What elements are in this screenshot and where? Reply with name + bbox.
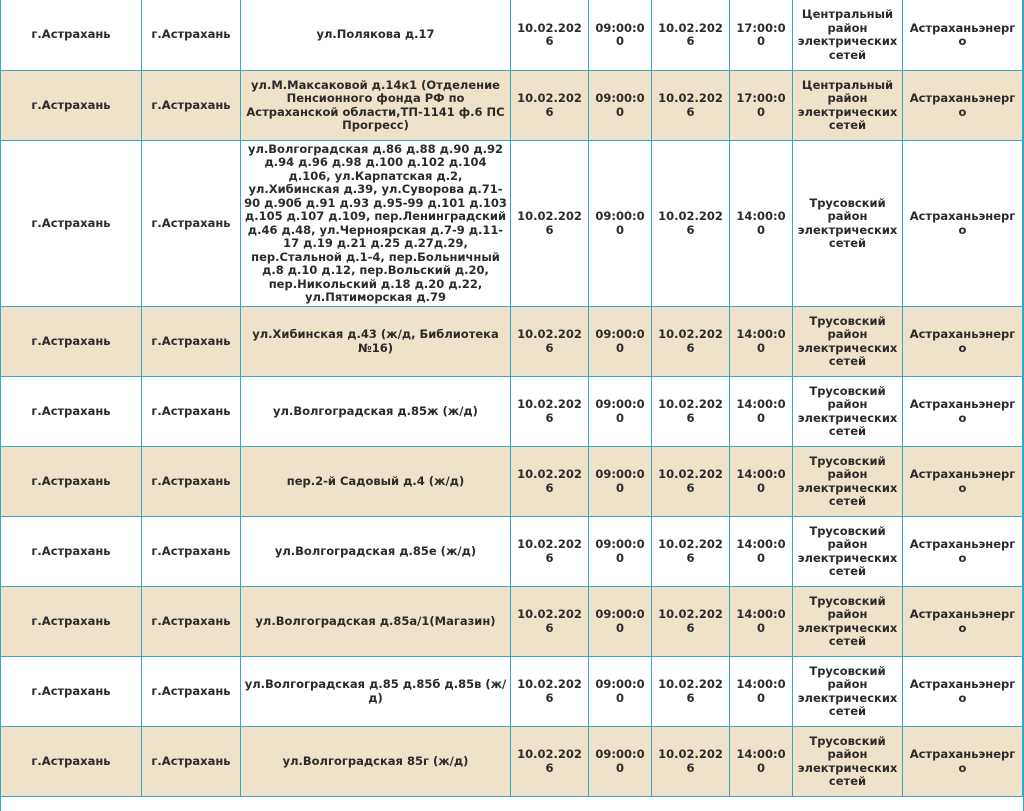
district-cell: Трусовский район электрических сетей (793, 307, 903, 377)
company-cell: Астраханьэнерго (903, 71, 1023, 141)
address-cell: пер.2-й Садовый д.4 (ж/д) (241, 447, 511, 517)
end-time-cell: 14:00:00 (730, 587, 793, 657)
end-time-cell: 14:00:00 (730, 141, 793, 307)
city-cell: г.Астрахань (142, 0, 241, 71)
district-cell: Центральный район электрических сетей (793, 0, 903, 71)
table-row (1, 307, 1023, 377)
company-cell: Астраханьэнерго (903, 307, 1023, 377)
start-date-cell: 10.02.2026 (511, 447, 589, 517)
district-cell: Трусовский район электрических сетей (793, 447, 903, 517)
start-time-cell: 09:00:00 (589, 727, 652, 797)
city-cell: г.Астрахань (142, 71, 241, 141)
table-row (1, 447, 1023, 517)
district-cell: Трусовский район электрических сетей (793, 587, 903, 657)
locality-cell: г.Астрахань (1, 0, 142, 71)
city-cell: г.Астрахань (142, 141, 241, 307)
start-time-cell: 09:00:00 (589, 307, 652, 377)
company-cell: Астраханьэнерго (903, 447, 1023, 517)
start-time-cell: 09:00:00 (589, 0, 652, 71)
table-row (1, 657, 1023, 727)
district-cell: Трусовский район электрических сетей (793, 377, 903, 447)
locality-cell: г.Астрахань (1, 141, 142, 307)
table-row (1, 141, 1023, 307)
start-time-cell: 09:00:00 (589, 517, 652, 587)
address-cell: ул.Хибинская д.43 (ж/д, Библиотека №16) (241, 307, 511, 377)
end-time-cell: 17:00:00 (730, 71, 793, 141)
locality-cell: г.Астрахань (1, 657, 142, 727)
city-cell: г.Астрахань (142, 377, 241, 447)
city-cell: г.Астрахань (142, 517, 241, 587)
address-cell: ул.Волгоградская д.85ж (ж/д) (241, 377, 511, 447)
district-cell: Трусовский район электрических сетей (793, 657, 903, 727)
city-cell: г.Астрахань (142, 657, 241, 727)
start-time-cell: 09:00:00 (589, 377, 652, 447)
city-cell: г.Астрахань (142, 447, 241, 517)
end-time-cell: 14:00:00 (730, 447, 793, 517)
start-time-cell: 09:00:00 (589, 141, 652, 307)
end-date-cell: 10.02.2026 (652, 727, 730, 797)
end-date-cell: 10.02.2026 (652, 307, 730, 377)
address-cell: ул.М.Максаковой д.14к1 (Отделение Пенсионного фонда РФ по Астраханской области,ТП-1141 ф.6 ПС Прогресс) (241, 71, 511, 141)
address-cell: ул.Волгоградская д.85а/1(Магазин) (241, 587, 511, 657)
start-date-cell: 10.02.2026 (511, 377, 589, 447)
company-cell: Астраханьэнерго (903, 377, 1023, 447)
district-cell: Трусовский район электрических сетей (793, 517, 903, 587)
start-date-cell: 10.02.2026 (511, 657, 589, 727)
start-time-cell: 09:00:00 (589, 71, 652, 141)
start-date-cell: 10.02.2026 (511, 0, 589, 71)
locality-cell: г.Астрахань (1, 377, 142, 447)
start-date-cell: 10.02.2026 (511, 141, 589, 307)
district-cell: Трусовский район электрических сетей (793, 141, 903, 307)
city-cell: г.Астрахань (142, 307, 241, 377)
end-time-cell: 17:00:00 (730, 0, 793, 71)
company-cell: Астраханьэнерго (903, 141, 1023, 307)
table-row (1, 0, 1023, 71)
table-row (1, 71, 1023, 141)
end-date-cell: 10.02.2026 (652, 447, 730, 517)
company-cell: Астраханьэнерго (903, 587, 1023, 657)
end-date-cell: 10.02.2026 (652, 0, 730, 71)
start-time-cell: 09:00:00 (589, 447, 652, 517)
table-row (1, 377, 1023, 447)
locality-cell: г.Астрахань (1, 587, 142, 657)
address-cell: ул.Полякова д.17 (241, 0, 511, 71)
locality-cell: г.Астрахань (1, 727, 142, 797)
start-date-cell: 10.02.2026 (511, 727, 589, 797)
district-cell: Центральный район электрических сетей (793, 71, 903, 141)
table-row (1, 727, 1023, 797)
address-cell: ул.Волгоградская д.86 д.88 д.90 д.92 д.94 д.96 д.98 д.100 д.102 д.104 д.106, ул.Карпатская д.2, ул.Хибинская д.39, ул.Суворова д.71-90 д.90б д.91 д.93 д.95-99 д.101 д.103 д.105 д.107 д.109, пер.Ленинградский д.46 д.48, ул.Черноярская д.7-9 д.11-17 д.19 д.21 д.25 д.27д.29, пер.Стальной д.1-4, пер.Больничный д.8 д.10 д.12, пер.Вольский д.20, пер.Никольский д.18 д.20 д.22, ул.Пятиморская д.79 (241, 141, 511, 307)
end-time-cell: 14:00:00 (730, 377, 793, 447)
end-date-cell: 10.02.2026 (652, 587, 730, 657)
table-row (1, 587, 1023, 657)
locality-cell: г.Астрахань (1, 307, 142, 377)
start-date-cell: 10.02.2026 (511, 517, 589, 587)
end-time-cell: 14:00:00 (730, 727, 793, 797)
end-date-cell: 10.02.2026 (652, 657, 730, 727)
end-date-cell: 10.02.2026 (652, 71, 730, 141)
locality-cell: г.Астрахань (1, 447, 142, 517)
district-cell: Трусовский район электрических сетей (793, 727, 903, 797)
table-row (1, 517, 1023, 587)
end-time-cell: 14:00:00 (730, 657, 793, 727)
company-cell: Астраханьэнерго (903, 657, 1023, 727)
locality-cell: г.Астрахань (1, 517, 142, 587)
end-date-cell: 10.02.2026 (652, 141, 730, 307)
start-date-cell: 10.02.2026 (511, 307, 589, 377)
locality-cell: г.Астрахань (1, 71, 142, 141)
start-time-cell: 09:00:00 (589, 587, 652, 657)
start-date-cell: 10.02.2026 (511, 587, 589, 657)
end-time-cell: 14:00:00 (730, 307, 793, 377)
city-cell: г.Астрахань (142, 587, 241, 657)
start-time-cell: 09:00:00 (589, 657, 652, 727)
address-cell: ул.Волгоградская д.85 д.85б д.85в (ж/д) (241, 657, 511, 727)
company-cell: Астраханьэнерго (903, 727, 1023, 797)
city-cell: г.Астрахань (142, 727, 241, 797)
end-time-cell: 14:00:00 (730, 517, 793, 587)
end-date-cell: 10.02.2026 (652, 517, 730, 587)
address-cell: ул.Волгоградская 85г (ж/д) (241, 727, 511, 797)
company-cell: Астраханьэнерго (903, 0, 1023, 71)
company-cell: Астраханьэнерго (903, 517, 1023, 587)
start-date-cell: 10.02.2026 (511, 71, 589, 141)
address-cell: ул.Волгоградская д.85е (ж/д) (241, 517, 511, 587)
end-date-cell: 10.02.2026 (652, 377, 730, 447)
